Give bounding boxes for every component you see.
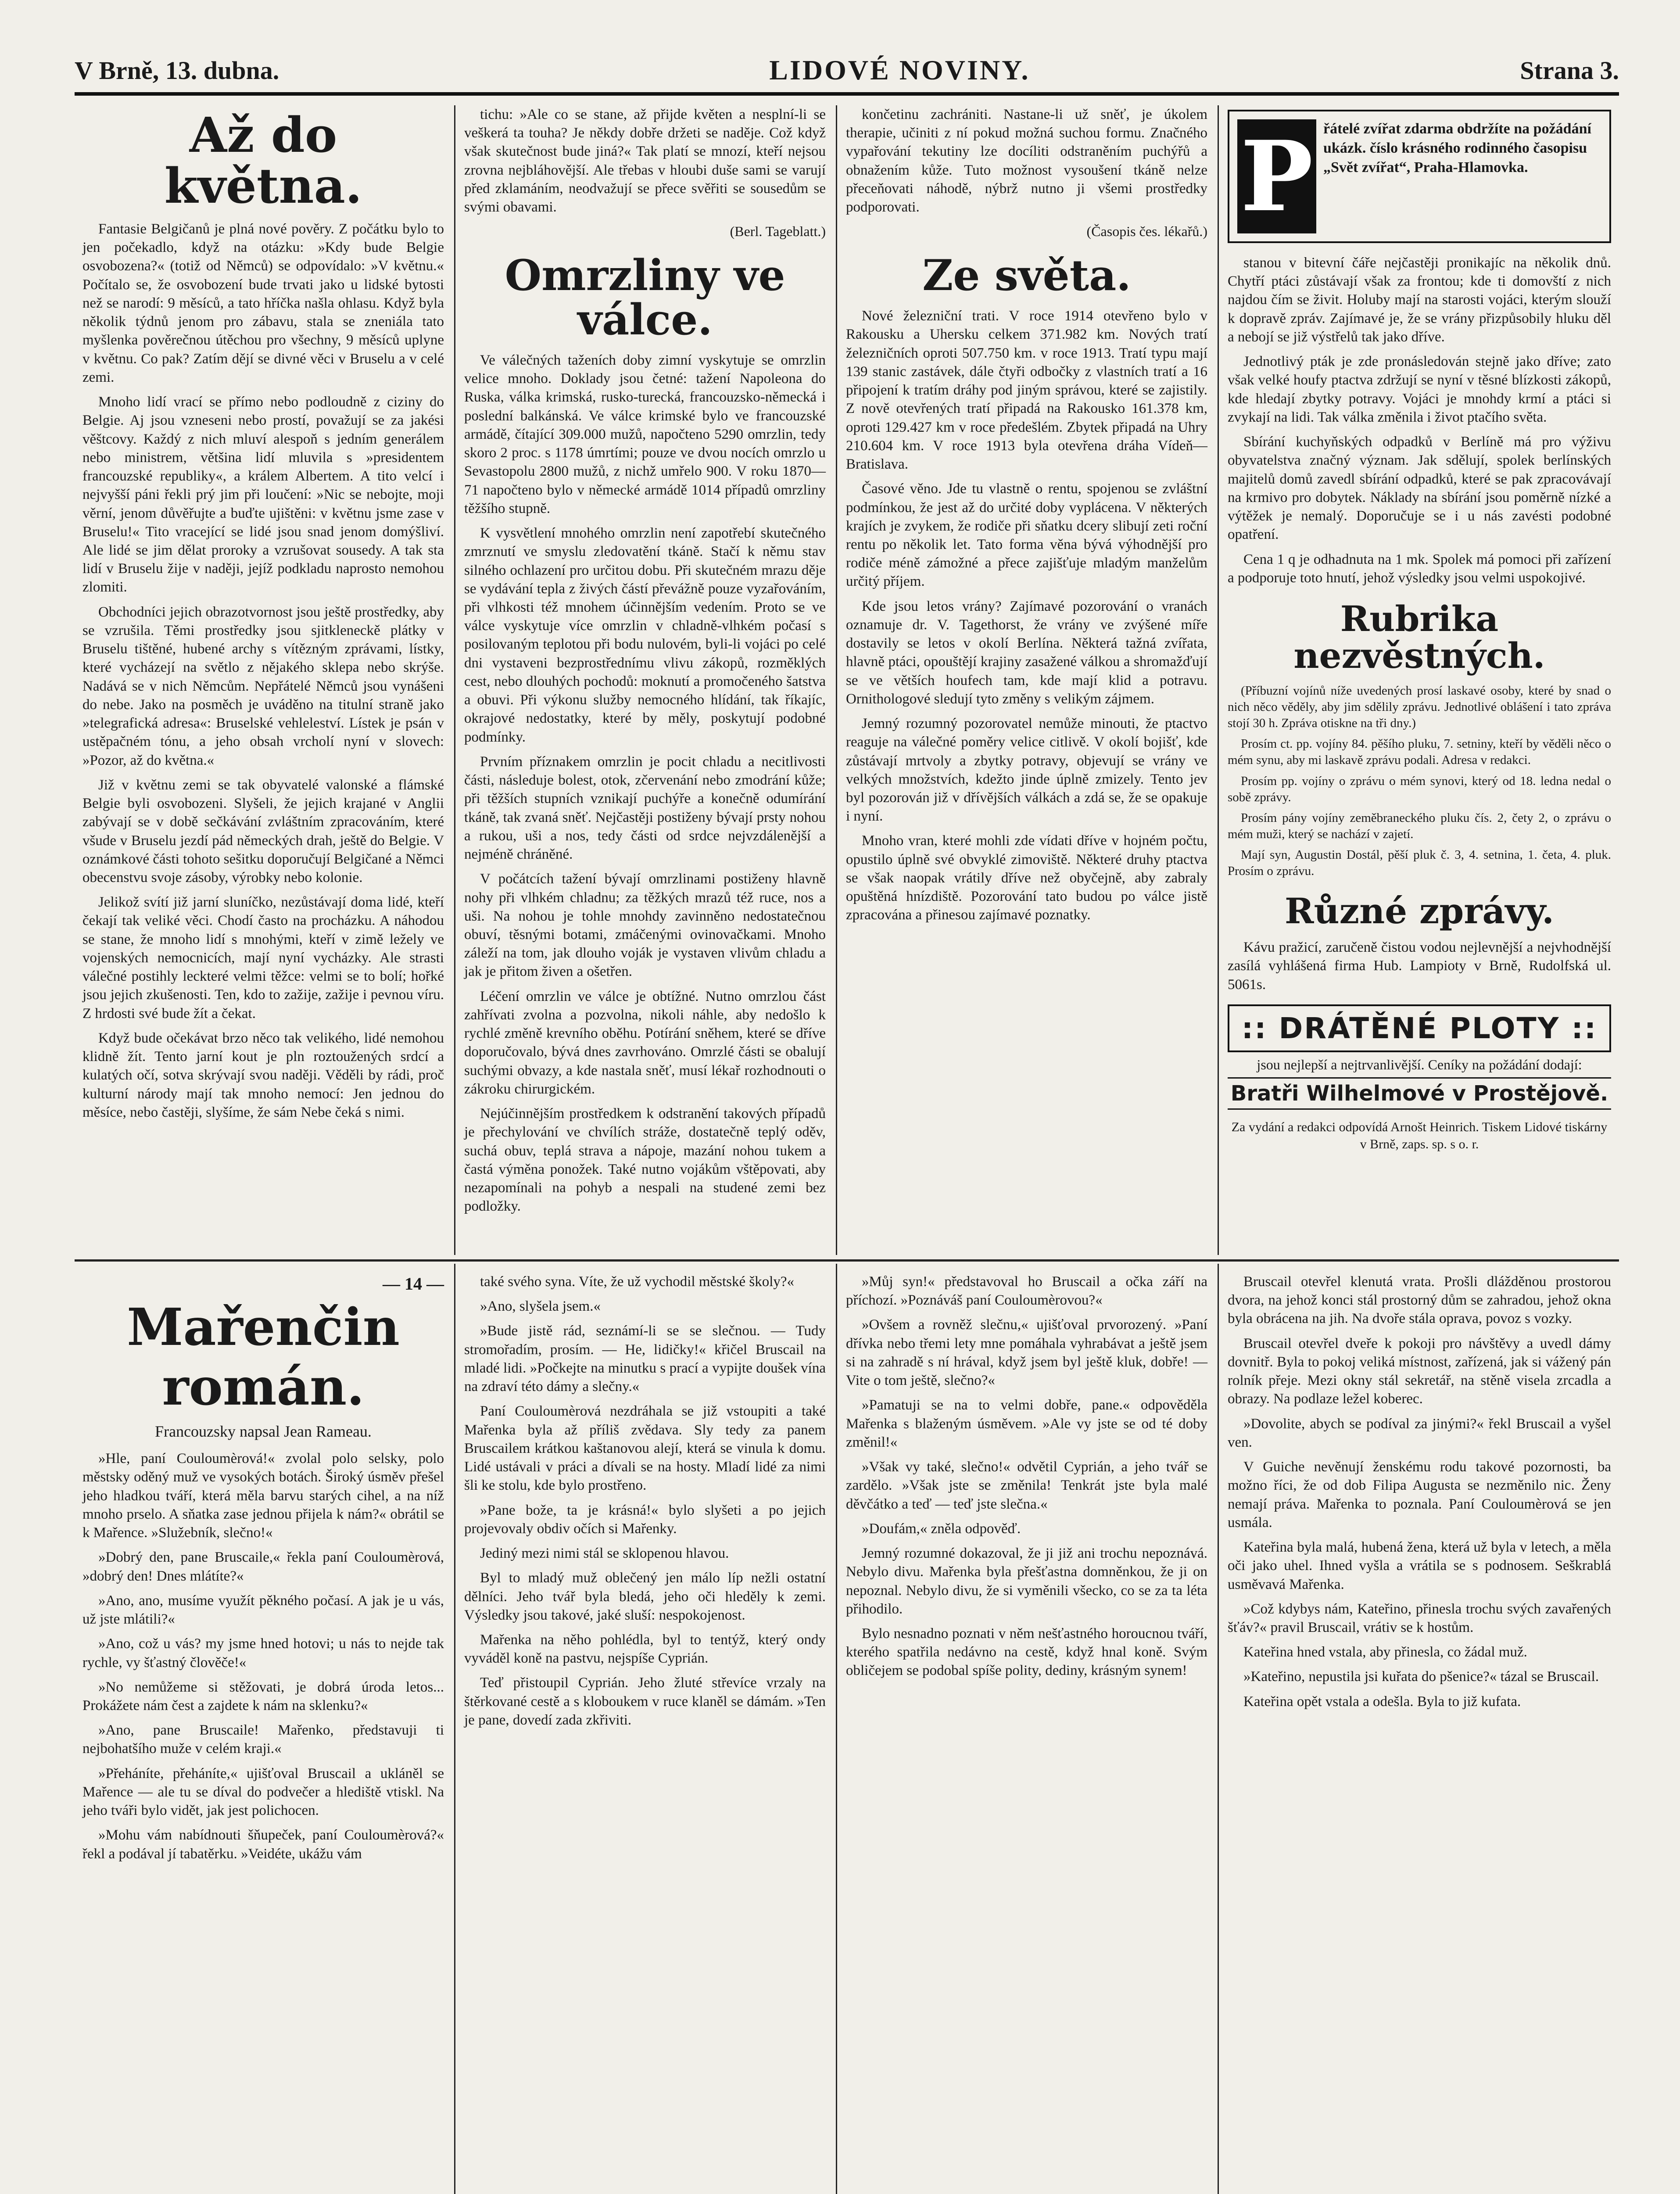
advertisement-subtext: jsou nejlepší a nejtrvanlivější. Ceníky na požádání dodají: (1257, 1056, 1582, 1072)
ads-and-notices-column (1220, 105, 1619, 1246)
masthead (75, 53, 1619, 96)
novel-paragraph: »Ano, ano, musíme využít pěkného počasí. A jak je u vás, už jste mlátili?« (82, 1592, 444, 1628)
article-paragraph: Sbírání kuchyňských odpadků v Berlíně má pro výživu obyvatelstva značný význam. Jak sdělují, spolek berlínských majitelů domů zavedl sbírání odpadků, které se pak zpracovávají na krmivo pro dobytek. Náklady na sbírání jsou poměrně nízké a výtěžek je nemalý. Doporučuje se i u nás zavésti podobné opatření. (1228, 434, 1611, 543)
novel-paragraph: »Bude jistě rád, seznámí-li se se slečnou. — Tudy stromořadím, prosím. — He, lidičky!« křičel Bruscail na mladé lidi. »Počkejte na minutku s prací a vypijte doušek vína na zdraví této dámy a slečny.« (464, 1323, 826, 1395)
novel-paragraph: »Hle, paní Couloumèrová!« zvolal polo selsky, polo městsky oděný muž ve vysokých botách. Široký úsměv přešel jeho hladkou tváří, která měla barvu starých cihel, a na níž mnoho prselo. A sňatka zase jednou přijela k nám?« obrátil se k Mařence. »Služebník, slečno!« (82, 1451, 444, 1541)
missing-person-notice: Prosím ct. pp. vojíny 84. pěšího pluku, 7. setniny, kteří by věděli něco o mém synu, aby mi laskavě zprávu podali. Adresa v redakci. (1228, 737, 1611, 767)
article-title: Ze světa. (922, 251, 1131, 301)
article-paragraph: Jednotlivý pták je zde pronásledován stejně jako dříve; zato však velké houfy ptactva zdržují se nyní v těsné blízkosti zákopů, kde hledají zbytky potravy. Vojáci je mnohdy krmí a ptáci si zvykají na lidi. Tak válka změnila i život ptačího světa. (1228, 354, 1611, 425)
column-rule (836, 105, 837, 1255)
masthead-page-number: Strana 3. (1520, 56, 1619, 85)
novel-byline: Francouzsky napsal Jean Rameau. (155, 1423, 372, 1441)
section-title-various-news: Různé zprávy. (1285, 890, 1554, 932)
novel-paragraph: »Mohu vám nabídnouti šňupeček, paní Couloumèrová?« řekl a podával jí tabatěrku. »Veidéte, ukážu vám (82, 1827, 444, 1862)
novel-paragraph: »Dovolite, abych se podíval za jinými?« řekl Bruscail a vyšel ven. (1228, 1416, 1611, 1450)
section-rule (75, 1259, 1619, 1262)
missing-person-notice: Prosím pp. vojíny o zprávu o mém synovi, který od 18. ledna nedal o sobě zprávy. (1228, 774, 1611, 804)
masthead-date: V Brně, 13. dubna. (75, 56, 279, 85)
column-rule (836, 1264, 837, 2194)
ad-text: řátelé zvířat zdarma obdržíte na požádání ukázk. číslo krásného rodinného časopisu „Svět zvířat“, Praha-Hlamovka. (1323, 121, 1591, 176)
column-rule (454, 1264, 455, 2194)
article-paragraph: Ve válečných taženích doby zimní vyskytuje se omrzlin velice mnoho. Doklady jsou četné: tažení Napoleona do Ruska, válka krimská, rusko-turecká, francouzsko-německá i poslední balkánská. Ve válce krimské bylo ve francouzské armádě, čítající 309.000 mužů, napočteno 5290 omrzlin, tedy skoro 2 proc. s 1178 úmrtími; pouze ve dvou nocích omrzlo u Sevastopolu 2800 mužů, z nichž umřelo 900. V roku 1870—71 napočteno bylo v německé armádě 1014 případů omrzliny těžšího stupně. (464, 352, 826, 516)
article-paragraph: Obchodníci jejich obrazotvornost jsou ještě prostředky, aby se vzrušila. Těmi prostředky jsou sjitkleneckě plátky v Bruselu tištěné, hubené archy s vítězným zprávami, lístky, které vycházejí na světlo z nějakého sklepa nebo skrýše. Nadává se v nich Němcům. Nepřátelé Němců jsou vynášeni do nebe. Jako na posměch je uváděno na titulní straně jako »telegrafická adresa«: Bruselské vehleleství. Lístek je psán v ustěpačném tónu, a jeho obsah vrcholí nyní v slovech: »Pozor, až do května.« (82, 604, 444, 768)
article-source: (Berl. Tageblatt.) (730, 223, 826, 240)
ad-initial: P (1237, 119, 1316, 233)
novel-column-3 (838, 1273, 1215, 2194)
novel-paragraph: Byl to mladý muž oblečený jen málo líp nežli ostatní dělníci. Jeho tvář byla bledá, jeho oči hleděly k zemi. Výsledky jsou takové, jaké sluší: nespokojenost. (464, 1570, 826, 1623)
novel-paragraph: Bruscail otevřel klenutá vrata. Prošli dlážděnou prostorou dvora, na jehož konci stál prostorný dům se zahradou, jehož okna byla obrácena na jih. Na dvoře stála oprava, povoz s vozky. (1228, 1274, 1611, 1327)
advertisement-company: Bratři Wilhelmové v Prostějově. (1228, 1077, 1611, 1110)
novel-paragraph: Bruscail otevřel dveře k pokoji pro návštěvy a uvedl dámy dovnitř. Byla to pokoj veliká místnost, zařízená, jak si vážený pán rolník přeje. Mezi okny stál sekretář, na stěně visela zrcadla a obrazy. Na podlaze ležel koberec. (1228, 1335, 1611, 1407)
novel-paragraph: »Však vy také, slečno!« odvětil Cyprián, a jeho tvář se zardělo. »Však jste se změnila! Tenkrát jste byla malé děvčátko a teď — teď jste slečna.« (846, 1459, 1207, 1512)
novel-paragraph: Bylo nesnadno poznati v něm nešťastného horoucnou tváří, kterého spatřila nedávno na cestě, když hnal koně. Svým obličejem se podobal spíše polity, dediny, krásným synem! (846, 1625, 1207, 1679)
article-paragraph: Kávu pražicí, zaručeně čistou vodou nejlevnější a nejvhodnější zasílá vyhlášená firma Hub. Lampioty v Brně, Rudolfská ul. 5061s. (1228, 939, 1611, 993)
novel-paragraph: V Guiche nevěnují ženskému rodu takové pozornosti, ba možno říci, že od dob Filipa Augusta se nezměnilo nic. Ženy nemají práva. Mařenka to poznala. Paní Couloumèrová se jen usmála. (1228, 1459, 1611, 1531)
novel-paragraph: »Ovšem a rovněž slečnu,« ujišťoval prvorozený. »Paní dřívka nebo třemi lety mne pomáhala vyhrabávat a ještě jsem si na zahradě s ní hrával, když jsem byl ještě kluk, dobře! — Vite o tom ještě, slečno?« (846, 1317, 1207, 1389)
article-paragraph: Nejúčinnějším prostředkem k odstranění takových případů je přechylování ve chvílích stráže, dostatečně teplý oděv, suchá obuv, teplá strava a nápoje, mazání nohou tukem a častá výměna ponožek. Také nutno vojákům vštěpovati, aby nezapomínali na pohyb a nespali na studené zemi bez podložky. (464, 1106, 826, 1215)
novel-paragraph: Teď přistoupil Cyprián. Jeho žluté střevíce vrzaly na štěrkované cestě a s kloboukem v ruce klaněl se dámám. »Ten je pane, dovedí zada zkřiviti. (464, 1675, 826, 1728)
masthead-title: LIDOVÉ NOVINY. (769, 54, 1030, 86)
article-paragraph: tichu: »Ale co se stane, až přijde květen a nesplní-li se veškerá ta touha? Je někdy dobře držeti se naděje. Což když však skutečnost bude jiná?« Tak platí se mnozí, kteří nejsou zrovna nejbláhovější. Ale třebas v hloubi duše sami se varují před zklamáním, neodvažují se přece svěřiti se sousedům se svými obavami. (464, 107, 826, 215)
missing-person-notice: Mají syn, Augustin Dostál, pěší pluk č. 3, 4. setnina, 1. četa, 4. pluk. Prosím o zprávu. (1228, 847, 1611, 878)
article-paragraph: Léčení omrzlin ve válce je obtížné. Nutno omrzlou část zahřívati zvolna a pozvolna, nikoli náhle, aby nedošlo k rychlé změně krevního oběhu. Potírání sněhem, které se dříve doporučovalo, bývá dnes zavrhováno. Omrzlé části se obalují suchými obvazy, a kde nastala sněť, musí lékař rozhodnouti o zákroku chirurgickém. (464, 988, 826, 1097)
novel-paragraph: »Ano, což u vás? my jsme hned hotovi; u nás to nejde tak rychle, vy šťastný člověče!« (82, 1636, 444, 1671)
column-rule (454, 105, 455, 1255)
article-paragraph: K vysvětlení mnohého omrzlin není zapotřebí skutečného zmrznutí ve smyslu zledovatění tkáně. Stačí k němu stav silného ochlazení pro určitou dobu. Při skutečném mrazu děje se vydávání tepla z živých částí převážně pouze vyzařováním, při vlhkosti též mnohem účinnějším vedením. Proto se ve válce vyskytuje více omrzlin v chladně-vlhkém počasí s posilovaným teplotou při bodu nulovém, byli-li vojáci po celé dni vystaveni bezprostřednímu vlivu zákopů, rozměklých cest, nebo dlouhých pochodů: moknutí a promočeného šatstva a obuvi. Při výkonu služby nemocného hlídání, tak říkajíc, okrajové nedostatky, které by měly, poskytují podobné podmínky. (464, 525, 826, 745)
missing-person-notice: Prosím pány vojíny zeměbraneckého pluku čís. 2, čety 2, o zprávu o mém muži, který se nachází v zajetí. (1228, 810, 1611, 841)
novel-paragraph: Jemný rozumné dokazoval, že ji již ani trochu nepoznává. Nebylo divu. Mařenka byla přešťastna domněnkou, že ji on nepoznal. Nebylo divu, že si vyměnili všecko, co se za ta léta přihodilo. (846, 1545, 1207, 1617)
article-paragraph: Jemný rozumný pozorovatel nemůže minouti, že ptactvo reaguje na válečné poměry velice citlivě. V okolí bojišť, kde zůstávají mrtvoly a zbytky potravy, objevují se vrány ve velkých množstvích, kdežto jinde úplně zmizely. Tento jev byl pozorován již v dřívějších válkách a zdá se, že se opakuje i nyní. (846, 716, 1207, 825)
novel-paragraph: Jediný mezi nimi stál se sklopenou hlavou. (480, 1545, 729, 1562)
imprint: Za vydání a redakci odpovídá Arnošt Heinrich. Tiskem Lidové tiskárny v Brně, zaps. sp. s o. r. (1231, 1119, 1608, 1151)
article-paragraph: Prvním příznakem omrzlin je pocit chladu a necitlivosti části, následuje bolest, otok, zčervenání nebo zmodrání kůže; při těžších stupních vznikají puchýře a konečně odumírání tkáně, tak zvaná sněť. Nejčastěji postiženy bývají prsty nohou a rukou, uši a nos, tedy části od srdce nejvzdálenější a nejméně chráněné. (464, 753, 826, 863)
novel-paragraph: »Pane bože, ta je krásná!« bylo slyšeti a po jejich projevovaly obdiv očích si Mařenky. (464, 1502, 826, 1537)
novel-paragraph: »Dobrý den, pane Bruscaile,« řekla paní Couloumèrová, »dobrý den! Dnes mlátíte?« (82, 1549, 444, 1584)
article-paragraph: Jelikož svítí již jarní sluníčko, nezůstávají doma lidé, kteří čekají tak veliké věci. Chodí často na procházku. A náhodou se stane, že mnoho lidí s mnohými, kteří v zimě ležely ve vojenských nemocnicích, mají nyní vycházky. Ale strasti válečné postihly leckteré velmi těžce: velmi se to bolí; hořké jsou jejich zkušenosti. Ten, kdo to zažije, zažije i pevnou víru. Z hrdosti své bude žít a čekat. (82, 894, 444, 1022)
missing-person-notice: (Příbuzní vojínů níže uvedených prosí laskavé osoby, které by snad o nich něco věděly, aby jim sdělily zprávu. Jednotlivé oblášení i tato zpráva stojí 30 h. Zpráva otiskne na tři dny.) (1228, 683, 1611, 731)
column-rule (1218, 105, 1219, 1255)
novel-paragraph: »Což kdybys nám, Kateřino, přinesla trochu svých zavařených šťáv?« pravil Bruscail, vrátiv se k hostům. (1228, 1601, 1611, 1635)
novel-paragraph: »Přeháníte, přeháníte,« ujišťoval Bruscail a ukláněl se Mařence — ale tu se díval do podvečer a hlediště vtiskl. Na jeho tváři bylo vidět, jak jest polichocen. (82, 1765, 444, 1819)
novel-paragraph: Kateřina byla malá, hubená žena, která už byla v letech, a měla oči jako uhel. Ihned vyšla a vrátila se s podnosem. Seškrablá usměvavá Mařenka. (1228, 1539, 1611, 1592)
article-source: (Časopis čes. lékařů.) (1086, 223, 1207, 240)
novel-paragraph: »No nemůžeme si stěžovati, je dobrá úroda letos... Prokážete nám čest a zajdete k nám na sklenku?« (82, 1679, 444, 1714)
novel-paragraph: »Můj syn!« představoval ho Bruscail a očka září na příchozí. »Poznáváš paní Couloumèrovou?« (846, 1274, 1207, 1309)
novel-paragraph: Kateřina opět vstala a odešla. Byla to již kufata. (1243, 1693, 1521, 1710)
novel-column-2 (456, 1273, 834, 2194)
advertisement-banner: :: DRÁTĚNÉ PLOTY :: (1228, 1004, 1611, 1052)
article-paragraph: Cena 1 q je odhadnuta na 1 mk. Spolek má pomoci při zařízení a podporuje toto hnutí, jehož výsledky jsou velmi uspokojivé. (1228, 551, 1611, 586)
novel-paragraph: Paní Couloumèrová nezdráhala se již vstoupiti a také Mařenka byla až příliš zvědava. Sly tedy za panem Bruscailem krátkou kaštanovou alejí, která se vinula k domu. Lidé ustávali v práci a dívali se na hosty. Mladí lidé za nimi šli ke stolu, kde bylo prostřeno. (464, 1403, 826, 1494)
article-az-do-kvetna (75, 105, 452, 1246)
article-paragraph: Mnoho vran, které mohli zde vídati dříve v hojném počtu, opustilo úplně své obvyklé zimoviště. Některé druhy ptactva se však naopak vrátily dříve než obyčejně, aby zabraly opuštěná hnízdiště. Pozorování tato budou po válce jistě zpracována a přinesou zajímavé poznatky. (846, 833, 1207, 923)
article-paragraph: Kde jsou letos vrány? Zajímavé pozorování o vranách oznamuje dr. V. Tagethorst, že vrány ve zvýšené míře dostavily se letos v okolí Berlína. Některá tažná zvířata, hlavně ptáci, opouštějí krajiny zasažené válkou a shromažďují se ve větších houfech tam, kde mají klid a potravu. Ornithologové sledují tyto změny s velikým zájmem. (846, 598, 1207, 707)
column-rule (1218, 1264, 1219, 2194)
article-omrzliny (456, 105, 834, 1246)
serial-number: — 14 — (383, 1274, 444, 1294)
section-title-missing-persons: Rubrika nezvěstných. (1293, 598, 1545, 676)
novel-paragraph: také svého syna. Víte, že už vychodil městské školy?« (480, 1274, 795, 1290)
article-title: Omrzliny ve válce. (505, 251, 785, 345)
article-paragraph: Fantasie Belgičanů je plná nové pověry. Z počátku bylo to jen počekadlo, když na otázku: »Kdy bude Belgie osvobozena?« (totiž od Němců) se odpovídalo: »V květnu.« Počítalo se, že osvobození bude trvati jako u lidské bytosti než se narodí: 9 měsíců, a tato hříčka našla ohlasu. Když byla několik týdnů jenom pro zábavu, stala se zneniála tato myšlenka pověrečnou útěchou pro všechny, 9 měsíců uplyne v květnu. Co pak? Zatím dějí se divné věci v Bruselu a v celé zemi. (82, 221, 444, 385)
article-paragraph: Když bude očekávat brzo něco tak velikého, lidé nemohou klidně žít. Tento jarní kout je pln roztoužených srdcí a kulatých očí, sotva skrývají svou naději. Věděli by rádi, proč kulturní národy mají tak mnoho nemocí: Jen jednou do měsíce, nebo častěji, slyšíme, že sám Nebe čeká s nimi. (82, 1030, 444, 1120)
advertisement-svet-zvirat (1228, 110, 1611, 243)
article-paragraph: Nové železniční trati. V roce 1914 otevřeno bylo v Rakousku a Uhersku celkem 371.982 km. Nových tratí železničních oproti 507.750 km. v roce 1913. Tratí typu mají 139 stanic zastávek, dále čtyři odbočky z vlastních tratí a 16 připojení k tratím dráhy pod jiným správou, které se zajistily. Z nově otevřených tratí připadá na Rakousko 161.378 km, oproti 129.427 km v roce předešlém. Zbytek připadá na Uhry 210.604 km. V roce 1913 byla otevřena dráha Vídeň—Bratislava. (846, 308, 1207, 473)
article-paragraph: končetinu zachrániti. Nastane-li už sněť, je úkolem therapie, učiniti z ní pokud možná suchou formu. Značného vypařování tekutiny lze docíliti odstraněním puchýřů a obnažením kůže. Tuto možnost vysoušení tkáně nelze přeceňovati náhodě, nýbrž nutno ji všemi prostředky podporovati. (846, 107, 1207, 215)
article-paragraph: stanou v bitevní čáře nejčastěji pronikajíc na několik dnů. Chytří ptáci zůstávají však za frontou; kde ti domovští z nich najdou čím se živit. Holuby mají na starosti vojáci, kterým slouží k dopravě zpráv. Zajímavé je, že se vrány přizpůsobily hluku děl a nebojí se již výstřelů tak jako dříve. (1228, 255, 1611, 345)
novel-paragraph: »Ano, slyšela jsem.« (480, 1298, 601, 1315)
novel-paragraph: »Doufám,« zněla odpověď. (862, 1520, 1021, 1537)
article-paragraph: Již v květnu zemi se tak obyvatelé valonské a flámské Belgie byli osvobozeni. Slyšeli, že jejich krajané v Anglii zabývají se v době sečkávání zvláštním zpracováním, které všude v Bruselu jezdí pád německých drah, ještě do Belgie. V oznámkové části tohoto sešitku doporučují Belgičané a Němci obecenstvu svoje zásoby, výrobky nebo kolonie. (82, 777, 444, 885)
article-paragraph: Mnoho lidí vrací se přímo nebo podloudně z ciziny do Belgie. Aj jsou vzneseni nebo prostí, považují se za jakési věštcovy. Každý z nich mluví alespoň s jedním generálem nebo ministrem, většina lidí mluvila s »presidentem francouzské republiky«, a králem Albertem. A tito velcí i nejvyšší páni řekli prý jim při loučení: »Nic se nebojte, moji věrní, jenom důvěřujte a buďte ujištěni: v květnu jsme zase v Bruselu!« Tito vracející se lidé jsou snad jenom domýšliví. Ale lidé se jim dělat proroky a vzrušovat sousedy. A tak sta lidí v Bruselu žije v naději, jejíž podkladu naprosto nemohou zlomiti. (82, 394, 444, 595)
novel-paragraph: »Ano, pane Bruscaile! Mařenko, představuji ti nejbohatšího muže v celém kraji.« (82, 1722, 444, 1757)
novel-paragraph: »Kateřino, nepustila jsi kuřata do pšenice?« tázal se Bruscail. (1243, 1669, 1599, 1685)
article-paragraph: V počátcích tažení bývají omrzlinami postiženy hlavně nohy při vlhkém chladnu; za těžkých mrazů též ruce, nos a uši. Na nohou je tohle mnohdy zavinněno nedostatečnou obuví, těsnými botami, zmáčenými ovinovačkami. Mnoho záleží na tom, jak dlouho voják je vystaven vlivům chladu a jak je přitom živen a ošetřen. (464, 871, 826, 980)
novel-column-1 (75, 1273, 452, 2194)
article-title: Až do května. (164, 107, 362, 214)
novel-title: Mařenčin román. (127, 1298, 400, 1417)
novel-paragraph: Mařenka na něho pohlédla, byl to tentýž, který ondy vyváděl koně na pastvu, nejspíše Cyprián. (464, 1631, 826, 1667)
novel-paragraph: »Pamatuji se na to velmi dobře, pane.« odpověděla Mařenka s blaženým úsměvem. »Ale vy jste se od té doby změnil!« (846, 1397, 1207, 1450)
article-ze-sveta (838, 105, 1215, 1246)
article-paragraph: Časové věno. Jde tu vlastně o rentu, spojenou se zvláštní podmínkou, že jest až do určité doby vyplácena. V některých krajích je zvykem, že rodiče při sňatku dcery slibují zeti roční rentu po několik let. Tato forma věna bývá výhodnější pro rodiče méně zámožné a přece zajišťuje mladým manželům určitý příjem. (846, 481, 1207, 590)
novel-paragraph: Kateřina hned vstala, aby přinesla, co žádal muž. (1243, 1644, 1527, 1660)
novel-column-4 (1220, 1273, 1619, 2194)
